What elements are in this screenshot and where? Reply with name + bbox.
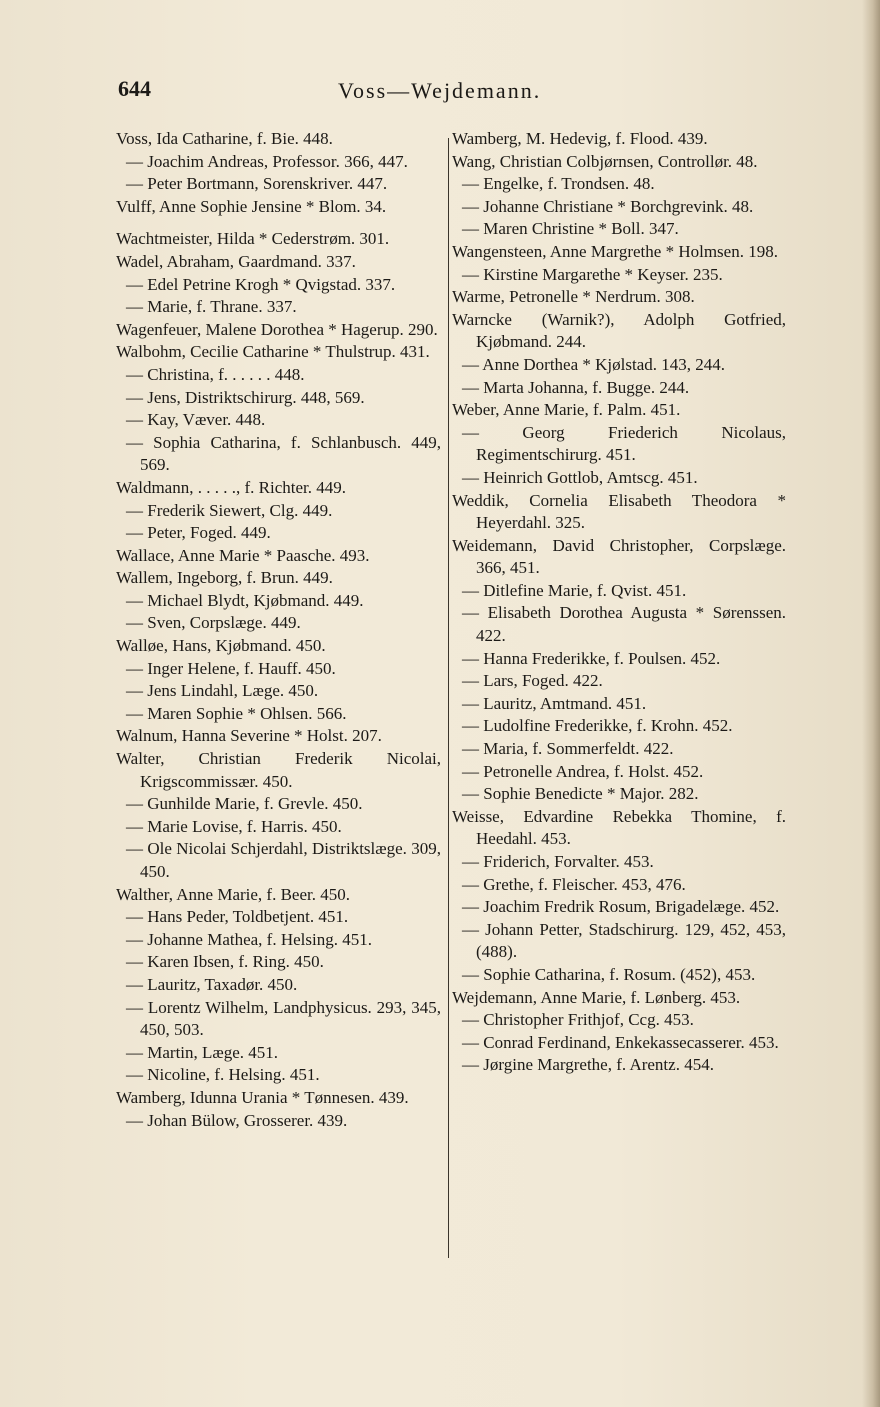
index-sub-entry: — Hanna Frederikke, f. Poulsen. 452. <box>462 648 721 668</box>
index-sub-entry: — Maren Christine * Boll. 347. <box>462 219 679 239</box>
index-sub-entry: — Edel Petrine Krogh * Qvigstad. 337. <box>126 274 396 294</box>
index-sub-entry: — Kay, Væver. 448. <box>126 410 266 430</box>
index-entry: Walther, Anne Marie, f. Beer. 450. <box>116 884 350 904</box>
index-sub-entry: — Sven, Corpslæge. 449. <box>126 613 301 633</box>
index-sub-entry: — Christina, f. . . . . . 448. <box>126 364 305 384</box>
index-sub-entry: — Jens, Distriktschirurg. 448, 569. <box>126 387 365 407</box>
index-sub-entry: — Martin, Læge. 451. <box>126 1042 279 1062</box>
index-entry: Walbohm, Cecilie Catharine * Thulstrup. 431. <box>116 342 430 362</box>
index-sub-entry: — Johan Bülow, Grosserer. 439. <box>126 1110 348 1130</box>
index-entry: Wallem, Ingeborg, f. Brun. 449. <box>116 568 333 588</box>
index-entry: Vulff, Anne Sophie Jensine * Blom. 34. <box>116 196 387 216</box>
column-divider <box>448 138 449 1258</box>
index-sub-entry: — Sophie Benedicte * Major. 282. <box>462 784 699 804</box>
index-sub-entry: — Marie Lovise, f. Harris. 450. <box>126 816 342 836</box>
index-entry: Wagenfeuer, Malene Dorothea * Hagerup. 290. <box>116 319 438 339</box>
index-entry: Wamberg, Idunna Urania * Tønnesen. 439. <box>116 1087 409 1107</box>
index-sub-entry: — Nicoline, f. Helsing. 451. <box>126 1065 320 1085</box>
index-sub-entry: — Ludolfine Frederikke, f. Krohn. 452. <box>462 716 733 736</box>
index-sub-entry: — Karen Ibsen, f. Ring. 450. <box>126 952 324 972</box>
index-sub-entry: — Hans Peder, Toldbetjent. 451. <box>126 907 349 927</box>
index-sub-entry: — Petronelle Andrea, f. Holst. 452. <box>462 761 704 781</box>
index-sub-entry: — Sophia Catharina, f. Schlanbusch. 449, 569. <box>126 432 441 475</box>
index-sub-entry: — Michael Blydt, Kjøbmand. 449. <box>126 590 364 610</box>
page-edge-shadow <box>862 0 880 1407</box>
index-sub-entry: — Lars, Foged. 422. <box>462 671 603 691</box>
index-sub-entry: — Engelke, f. Trondsen. 48. <box>462 174 655 194</box>
index-entry: Wang, Christian Colbjørnsen, Controllør. 48. <box>452 151 758 171</box>
index-sub-entry: — Lauritz, Taxadør. 450. <box>126 974 298 994</box>
index-entry: Voss, Ida Catharine, f. Bie. 448. <box>116 129 333 148</box>
index-sub-entry: — Elisabeth Dorothea Augusta * Sørenssen. 422. <box>462 603 786 646</box>
index-sub-entry: — Conrad Ferdinand, Enkekassecasserer. 453. <box>462 1032 779 1052</box>
index-entry: Wadel, Abraham, Gaardmand. 337. <box>116 251 356 271</box>
index-sub-entry: — Joachim Andreas, Professor. 366, 447. <box>126 151 408 171</box>
index-sub-entry: — Jørgine Margrethe, f. Arentz. 454. <box>462 1055 714 1075</box>
index-sub-entry: — Peter, Foged. 449. <box>126 523 271 543</box>
index-sub-entry: — Ole Nicolai Schjerdahl, Distriktslæge. 309, 450. <box>126 839 441 881</box>
index-sub-entry: — Johanne Mathea, f. Helsing. 451. <box>126 929 372 949</box>
index-sub-entry: — Heinrich Gottlob, Amtscg. 451. <box>462 467 698 487</box>
index-sub-entry: — Frederik Siewert, Clg. 449. <box>126 500 333 520</box>
index-sub-entry: — Jens Lindahl, Læge. 450. <box>126 681 319 701</box>
index-sub-entry: — Friderich, Forvalter. 453. <box>462 852 654 871</box>
index-entry: Weber, Anne Marie, f. Palm. 451. <box>452 400 681 420</box>
index-entry: Wamberg, M. Hedevig, f. Flood. 439. <box>452 129 708 148</box>
index-sub-entry: — Marie, f. Thrane. 337. <box>126 297 297 317</box>
index-sub-entry: — Marta Johanna, f. Bugge. 244. <box>462 377 690 397</box>
index-entry: Walnum, Hanna Severine * Holst. 207. <box>116 726 382 746</box>
index-sub-entry: — Peter Bortmann, Sorenskriver. 447. <box>126 174 388 194</box>
index-entry: Weisse, Edvardine Rebekka Thomine, f. Heedahl. 453. <box>452 806 786 849</box>
index-sub-entry: — Maren Sophie * Ohlsen. 566. <box>126 703 347 723</box>
index-sub-entry: — Christopher Frithjof, Ccg. 453. <box>462 1010 694 1030</box>
index-entry: Waldmann, . . . . ., f. Richter. 449. <box>116 477 346 497</box>
index-sub-entry: — Maria, f. Sommerfeldt. 422. <box>462 739 674 759</box>
index-sub-entry: — Grethe, f. Fleischer. 453, 476. <box>462 874 686 894</box>
index-sub-entry: — Johanne Christiane * Borchgrevink. 48. <box>462 196 754 216</box>
running-title: Voss—Wejdemann. <box>338 78 542 103</box>
index-entry: Walter, Christian Frederik Nicolai, Krigscommissær. 450. <box>116 749 441 791</box>
index-entry: Wallace, Anne Marie * Paasche. 493. <box>116 545 370 565</box>
index-entry: Wangensteen, Anne Margrethe * Holmsen. 198. <box>452 241 778 261</box>
index-sub-entry: — Sophie Catharina, f. Rosum. (452), 453. <box>462 964 756 984</box>
index-entry: Wachtmeister, Hilda * Cederstrøm. 301. <box>116 229 390 249</box>
right-column <box>452 128 786 1077</box>
index-sub-entry: — Lauritz, Amtmand. 451. <box>462 693 647 713</box>
index-sub-entry: — Joachim Fredrik Rosum, Brigadelæge. 452. <box>462 897 780 917</box>
section-gap <box>116 218 441 228</box>
index-entry: Weidemann, David Christopher, Corpslæge. 366, 451. <box>452 535 786 578</box>
index-sub-entry: — Anne Dorthea * Kjølstad. 143, 244. <box>462 354 725 374</box>
index-entry: Walløe, Hans, Kjøbmand. 450. <box>116 636 326 656</box>
index-sub-entry: — Inger Helene, f. Hauff. 450. <box>126 658 336 678</box>
page-number: 644 <box>118 76 151 101</box>
index-sub-entry: — Ditlefine Marie, f. Qvist. 451. <box>462 580 687 600</box>
index-entry: Warncke (Warnik?), Adolph Gotfried, Kjøbmand. 244. <box>452 309 786 352</box>
index-entry: Warme, Petronelle * Nerdrum. 308. <box>452 287 695 307</box>
index-sub-entry: — Gunhilde Marie, f. Grevle. 450. <box>126 794 363 814</box>
index-entry: Wejdemann, Anne Marie, f. Lønberg. 453. <box>452 987 741 1007</box>
index-sub-entry: — Johann Petter, Stadschirurg. 129, 452, 453, (488). <box>462 919 786 962</box>
index-sub-entry: — Lorentz Wilhelm, Landphysicus. 293, 345, 450, 503. <box>126 997 441 1040</box>
index-sub-entry: — Georg Friederich Nicolaus, Regimentschirurg. 451. <box>462 422 786 465</box>
left-column <box>116 128 441 1132</box>
page-header <box>118 76 778 116</box>
index-entry: Weddik, Cornelia Elisabeth Theodora * Heyerdahl. 325. <box>452 490 786 533</box>
index-sub-entry: — Kirstine Margarethe * Keyser. 235. <box>462 264 723 284</box>
